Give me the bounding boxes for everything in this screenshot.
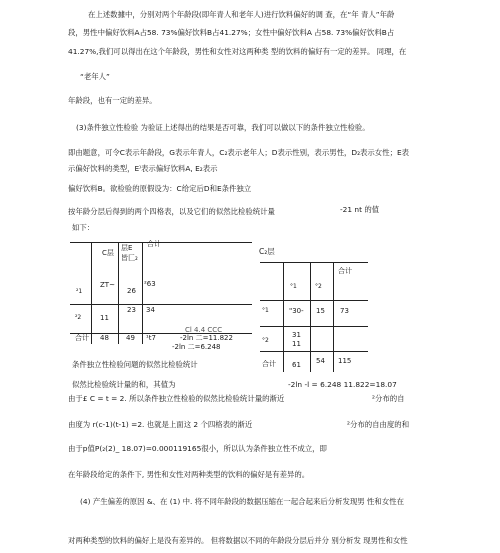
- text-line-17: 在年龄段给定的条件下, 男性和女性对两种类型的饮料的偏好是有差异的。: [68, 470, 310, 479]
- text-line-5: 年龄段，也有一定的差异。: [68, 96, 157, 105]
- text-line-14b: ²分布的自: [372, 394, 405, 403]
- table1-row1-label: ²1: [76, 288, 83, 295]
- table1-row2-c2: 34: [146, 306, 155, 314]
- table1-stat2: -2ln 二=6.248: [172, 343, 221, 351]
- table1-row2-c1: 11: [100, 314, 109, 322]
- table1-row2-c1b: 23: [127, 306, 136, 314]
- text-line-10b: -21 nt 的值: [340, 205, 380, 214]
- text-line-16: 由于p值P(₂(2)_ 18.07)=0.000119165很小，所以认为条件独立性不成立，即: [68, 444, 327, 453]
- table2-header-a: °1: [290, 283, 297, 290]
- table2-header-b: °2: [315, 283, 322, 290]
- text-line-14: 由于£ C = t = 2. 所以条件独立性检验的似然比检验统计量的渐近: [68, 394, 285, 403]
- text-line-15b: ²分布的自由度的和: [347, 420, 410, 429]
- table1-row1-c2: ²63: [144, 280, 156, 288]
- table1-total-c2: 49: [126, 334, 135, 342]
- text-line-19: 对两种类型的饮料的偏好上是没有差异的。 但将数据以不同的年龄段分层后并分 别分析发 现男性和女性: [68, 536, 408, 545]
- table2-title: C₂层: [259, 247, 275, 256]
- table2-total-c2: 54: [316, 357, 325, 365]
- table1-row2-label: ²2: [75, 314, 82, 321]
- table1-total-c1: 48: [100, 334, 109, 342]
- text-line-3: 41.27%,我们可以得出在这个年龄段，男性和女性对这两种类 型的饮料的偏好有一定的差异。 同理，在: [68, 47, 407, 56]
- text-line-18: (4) 产生偏差的原因 &、在 (1) 中. 将不同年龄段的数据压缩在一起合起来后分析发现男 性和女性在: [80, 497, 404, 506]
- text-line-6: (3)条件独立性检验 为验证上述得出的结果是否可靠，我们可以做以下的条件独立性检验。: [76, 123, 370, 132]
- table1-row1-zt: ZT~: [100, 281, 115, 289]
- text-line-10: 按年龄分层后得到的两个四格表，以及它们的似然比检验统计量: [68, 207, 275, 216]
- table1-header-col2: 层E: [121, 244, 133, 252]
- table2-total-c1: 61: [292, 361, 301, 369]
- table1-header-col2b: 皆匚₂: [121, 254, 138, 262]
- table2-row2-label: °2: [262, 337, 269, 344]
- table1-row1-c1: 26: [127, 287, 136, 295]
- table2-row2-c1b: 11: [292, 340, 301, 348]
- text-line-13: 似然比检验统计量的和，其值为: [72, 380, 176, 389]
- text-line-4: “老年人”: [80, 72, 110, 81]
- table2-total-label: 合计: [262, 360, 276, 368]
- text-line-11: 如下：: [72, 223, 95, 232]
- text-line-8: 示偏好饮料的类型，E⁾表示偏好饮料A, E₂表示: [68, 164, 218, 173]
- text-line-7: 即由题意，可令C表示年龄段，G表示年青人，C₂表示老年人；D表示性别，表示男性，D₂表示女性；E表: [68, 148, 410, 157]
- table2-row1-label: °1: [262, 307, 269, 314]
- text-line-2: 段，男性中偏好饮料A占58. 73%偏好饮料B占41.27%；女性中偏好饮料A 占58. 73%偏好饮料B占: [68, 28, 395, 37]
- text-line-1: 在上述数據中，分别对两个年龄段(即年青人和老年人)进行饮料偏好的调 查，在“年 青人”年龄: [88, 10, 395, 19]
- table2-header-total: 合计: [338, 267, 352, 275]
- text-line-9: 偏好饮料B。欲检验的原假设为：C给定后D和E条件独立: [68, 184, 252, 193]
- table1-header-col1: C层: [102, 249, 114, 257]
- table1-stat-overlap: Cl 4.4 CCC: [185, 326, 223, 334]
- table2-row1-c3: 73: [340, 307, 349, 315]
- table2-row1-c2: 15: [316, 307, 325, 315]
- table1-total-label: 合计: [75, 334, 89, 342]
- text-line-15: 由度为 r(c-1)(t-1) =2. 也就是上面这 2 个四格表的渐近: [68, 420, 253, 429]
- text-line-13b: -2ln -l = 6.248 11.822=18.07: [288, 380, 397, 389]
- table2-total-c3: 115: [338, 357, 352, 365]
- text-line-12: 条件独立性检验问题的似然比检验统计: [72, 360, 198, 369]
- table1-stat1: -2ln 二=11.822: [180, 334, 233, 342]
- table1-total-c3: ¹t7: [146, 334, 157, 342]
- table2-row2-c1: 31: [292, 331, 301, 339]
- table1-header-total: 合计: [147, 240, 161, 248]
- table2-row1-c1: "30-: [289, 307, 304, 315]
